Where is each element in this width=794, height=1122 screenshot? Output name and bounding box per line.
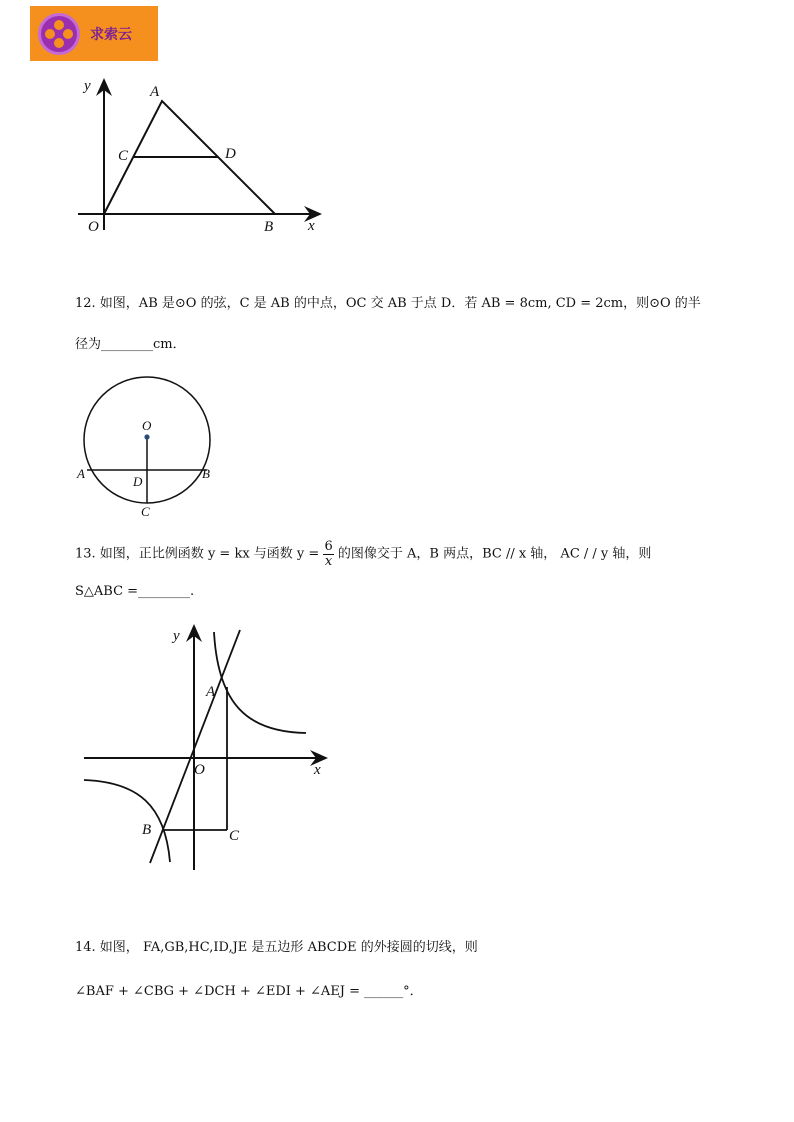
brand-logo bbox=[30, 6, 158, 61]
label-c: C bbox=[229, 828, 240, 844]
label-x: x bbox=[308, 218, 315, 234]
label-d: D bbox=[225, 146, 236, 162]
label-b: B bbox=[142, 822, 152, 838]
center-point bbox=[144, 434, 149, 439]
figure-triangle-axes bbox=[70, 70, 330, 240]
label-a: A bbox=[150, 84, 160, 100]
label-o: O bbox=[194, 762, 205, 778]
question-13-line2: S△ABC =________. bbox=[75, 584, 195, 599]
fraction-6-over-x: $\frac{6}{x}$ bbox=[324, 539, 333, 569]
question-13-line1 bbox=[75, 540, 651, 568]
label-o: O bbox=[88, 219, 99, 235]
flower-icon bbox=[38, 13, 80, 55]
label-y: y bbox=[84, 78, 91, 94]
label-b: B bbox=[202, 466, 210, 481]
question-12-line1: 12. 如图，AB 是⊙O 的弦，C 是 AB 的中点，OC 交 AB 于点 D．若 AB = 8cm, CD = 2cm，则⊙O 的半 bbox=[75, 296, 701, 311]
hyperbola-branch-2 bbox=[84, 780, 170, 862]
label-d: D bbox=[133, 474, 143, 489]
label-c: C bbox=[118, 148, 129, 164]
label-a: A bbox=[206, 684, 216, 700]
label-o: O bbox=[142, 418, 152, 433]
figure-hyperbola bbox=[78, 620, 338, 875]
label-b: B bbox=[264, 219, 274, 235]
label-y: y bbox=[173, 628, 180, 644]
question-14-line2: ∠BAF + ∠CBG + ∠DCH + ∠EDI + ∠AEJ = ______°． bbox=[75, 984, 423, 999]
question-14-line1: 14. 如图， FA,GB,HC,ID,JE 是五边形 ABCDE 的外接圆的切线，则 bbox=[75, 940, 478, 955]
question-12-line2: 径为________cm． bbox=[75, 337, 186, 352]
label-x: x bbox=[314, 762, 321, 778]
question-13-text-post: 的图像交于 A，B 两点，BC // x 轴， AC / / y 轴，则 bbox=[337, 546, 652, 562]
figure-circle bbox=[70, 368, 230, 523]
label-a: A bbox=[77, 466, 85, 481]
brand-name: 求索云 bbox=[90, 26, 132, 43]
label-c: C bbox=[141, 504, 150, 519]
question-13-text-pre: 13. 如图，正比例函数 y = kx 与函数 y = bbox=[75, 546, 320, 562]
